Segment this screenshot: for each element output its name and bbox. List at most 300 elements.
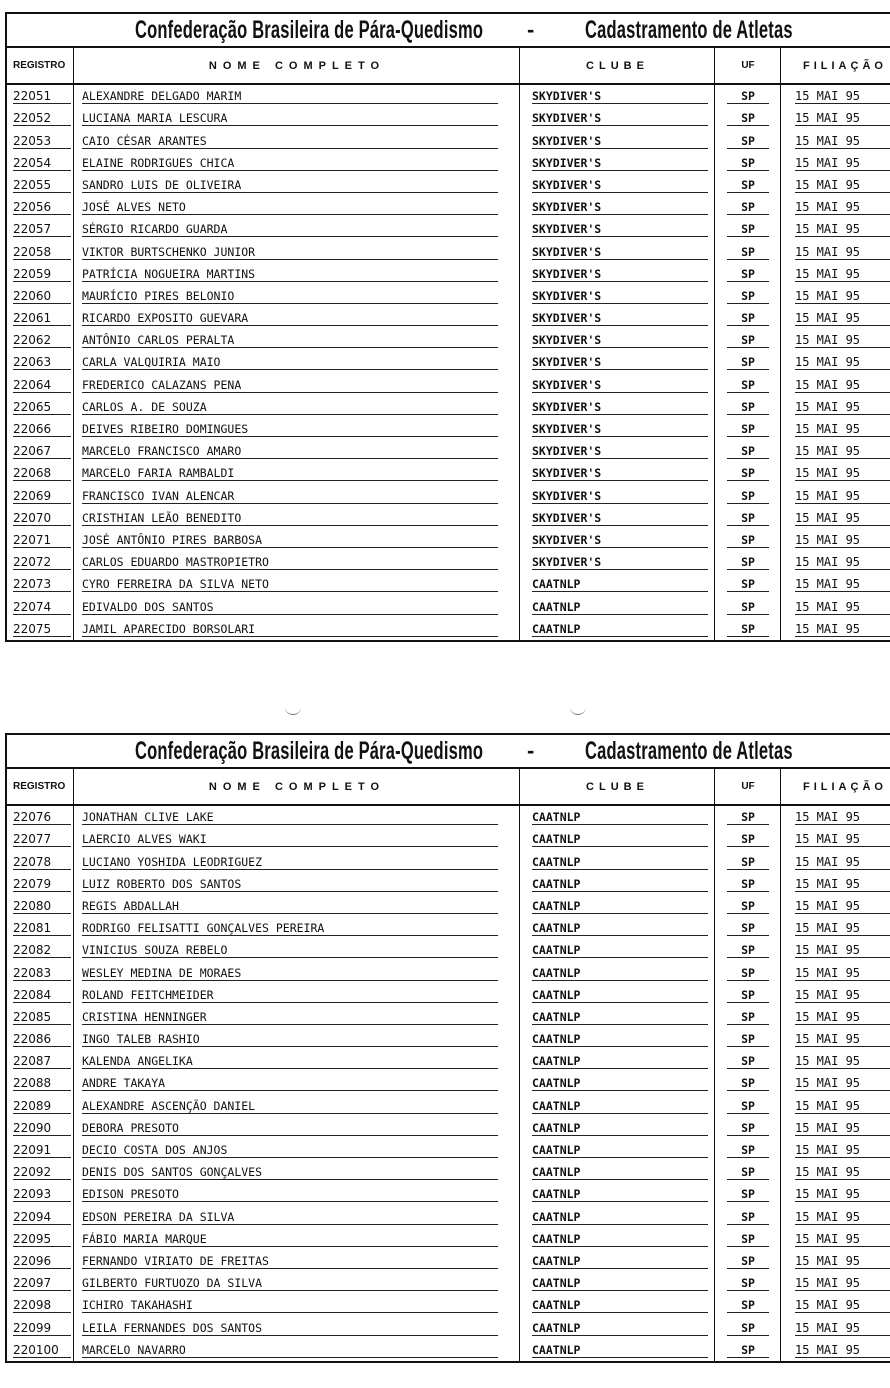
registro-value: 22093 [13, 1188, 71, 1202]
table-row [7, 984, 890, 1006]
cell-nome [73, 1139, 520, 1161]
title-separator: - [527, 738, 535, 763]
nome-value: EDIVALDO DOS SANTOS [82, 601, 498, 615]
cell-uf [714, 529, 781, 551]
table-row [7, 917, 890, 939]
cell-nome [73, 806, 520, 828]
clube-value: SKYDIVER'S [532, 490, 708, 504]
cell-clube [519, 484, 715, 506]
cell-registro [7, 85, 73, 107]
uf-value: SP [727, 556, 769, 570]
cell-nome [73, 529, 520, 551]
uf-value: SP [727, 578, 769, 592]
cell-nome [73, 152, 520, 174]
registro-value: 22066 [13, 423, 71, 437]
cell-registro [7, 240, 73, 262]
header-nome-completo: NOME COMPLETO [73, 769, 520, 804]
cell-clube [519, 551, 715, 573]
registro-value: 22051 [13, 90, 71, 104]
registro-value: 22082 [13, 944, 71, 958]
filiacao-value: 15 MAI 95 [795, 556, 890, 570]
clube-value: CAATNLP [532, 944, 708, 958]
clube-value: SKYDIVER'S [532, 179, 708, 193]
nome-value: DECIO COSTA DOS ANJOS [82, 1144, 498, 1158]
nome-value: MARCELO FARIA RAMBALDI [82, 467, 498, 481]
clube-value: CAATNLP [532, 1255, 708, 1269]
cell-filiacao [780, 329, 890, 351]
uf-value: SP [727, 356, 769, 370]
clube-value: CAATNLP [532, 989, 708, 1003]
nome-value: SANDRO LUIS DE OLIVEIRA [82, 179, 498, 193]
table-row [7, 1183, 890, 1205]
registro-value: 22067 [13, 445, 71, 459]
cell-nome [73, 440, 520, 462]
cell-filiacao [780, 895, 890, 917]
cell-nome [73, 484, 520, 506]
cell-registro [7, 984, 73, 1006]
clube-value: SKYDIVER'S [532, 423, 708, 437]
cell-clube [519, 507, 715, 529]
cell-uf [714, 806, 781, 828]
cell-uf [714, 939, 781, 961]
nome-value: PATRÍCIA NOGUEIRA MARTINS [82, 268, 498, 282]
cell-registro [7, 1006, 73, 1028]
registro-value: 22065 [13, 401, 71, 415]
uf-value: SP [727, 512, 769, 526]
cell-clube [519, 285, 715, 307]
clube-value: CAATNLP [532, 1322, 708, 1336]
cell-filiacao [780, 1161, 890, 1183]
filiacao-value: 15 MAI 95 [795, 490, 890, 504]
nome-value: VIKTOR BURTSCHENKO JUNIOR [82, 246, 498, 260]
cell-clube [519, 440, 715, 462]
registro-value: 22071 [13, 534, 71, 548]
uf-value: SP [727, 989, 769, 1003]
cell-nome [73, 240, 520, 262]
cell-clube [519, 1117, 715, 1139]
uf-value: SP [727, 379, 769, 393]
filiacao-value: 15 MAI 95 [795, 445, 890, 459]
filiacao-value: 15 MAI 95 [795, 135, 890, 149]
table-row [7, 850, 890, 872]
registro-value: 22098 [13, 1299, 71, 1313]
table-row [7, 1072, 890, 1094]
cell-filiacao [780, 1139, 890, 1161]
nome-value: LUIZ ROBERTO DOS SANTOS [82, 878, 498, 892]
nome-value: JONATHAN CLIVE LAKE [82, 811, 498, 825]
cell-clube [519, 895, 715, 917]
registro-value: 22095 [13, 1233, 71, 1247]
clube-value: CAATNLP [532, 878, 708, 892]
registro-value: 22079 [13, 878, 71, 892]
filiacao-value: 15 MAI 95 [795, 90, 890, 104]
cell-clube [519, 1028, 715, 1050]
registro-value: 22096 [13, 1255, 71, 1269]
nome-value: REGIS ABDALLAH [82, 900, 498, 914]
uf-value: SP [727, 246, 769, 260]
cell-registro [7, 828, 73, 850]
cell-nome [73, 507, 520, 529]
uf-value: SP [727, 401, 769, 415]
registro-value: 22060 [13, 290, 71, 304]
cell-clube [519, 196, 715, 218]
uf-value: SP [727, 1344, 769, 1358]
uf-value: SP [727, 1033, 769, 1047]
cell-clube [519, 1228, 715, 1250]
cell-registro [7, 373, 73, 395]
uf-value: SP [727, 179, 769, 193]
cell-clube [519, 418, 715, 440]
filiacao-value: 15 MAI 95 [795, 1322, 890, 1336]
nome-value: JAMIL APARECIDO BORSOLARI [82, 623, 498, 637]
filiacao-value: 15 MAI 95 [795, 856, 890, 870]
cell-nome [73, 107, 520, 129]
table-row [7, 129, 890, 151]
cell-clube [519, 828, 715, 850]
uf-value: SP [727, 290, 769, 304]
cell-filiacao [780, 107, 890, 129]
uf-value: SP [727, 878, 769, 892]
nome-value: LUCIANO YOSHIDA LEODRIGUEZ [82, 856, 498, 870]
clube-value: SKYDIVER'S [532, 445, 708, 459]
cell-registro [7, 1228, 73, 1250]
cell-uf [714, 1183, 781, 1205]
cell-registro [7, 939, 73, 961]
registro-value: 22052 [13, 112, 71, 126]
table-row [7, 1294, 890, 1316]
cell-registro [7, 1205, 73, 1227]
cell-clube [519, 152, 715, 174]
cell-uf [714, 984, 781, 1006]
cell-filiacao [780, 1072, 890, 1094]
registro-value: 22068 [13, 467, 71, 481]
filiacao-value: 15 MAI 95 [795, 179, 890, 193]
cell-registro [7, 850, 73, 872]
registro-value: 22059 [13, 268, 71, 282]
registro-value: 22084 [13, 989, 71, 1003]
header-registro: REGISTRO [13, 60, 66, 71]
uf-value: SP [727, 90, 769, 104]
nome-value: MARCELO NAVARRO [82, 1344, 498, 1358]
filiacao-value: 15 MAI 95 [795, 1188, 890, 1202]
table-row [7, 1316, 890, 1338]
clube-value: SKYDIVER'S [532, 90, 708, 104]
table-row [7, 396, 890, 418]
punch-hole-mark [570, 702, 586, 715]
cell-nome [73, 939, 520, 961]
clube-value: CAATNLP [532, 1122, 708, 1136]
nome-value: INGO TALEB RASHIO [82, 1033, 498, 1047]
clube-value: CAATNLP [532, 601, 708, 615]
table-row [7, 351, 890, 373]
registro-value: 22069 [13, 490, 71, 504]
uf-value: SP [727, 490, 769, 504]
clube-value: CAATNLP [532, 1033, 708, 1047]
cell-clube [519, 1161, 715, 1183]
cell-nome [73, 1006, 520, 1028]
filiacao-value: 15 MAI 95 [795, 1166, 890, 1180]
filiacao-value: 15 MAI 95 [795, 989, 890, 1003]
cell-filiacao [780, 218, 890, 240]
cell-uf [714, 329, 781, 351]
cell-filiacao [780, 573, 890, 595]
registro-value: 22054 [13, 157, 71, 171]
clube-value: SKYDIVER'S [532, 223, 708, 237]
cell-clube [519, 984, 715, 1006]
cell-filiacao [780, 152, 890, 174]
cell-registro [7, 440, 73, 462]
cell-clube [519, 1250, 715, 1272]
nome-value: ROLAND FEITCHMEIDER [82, 989, 498, 1003]
nome-value: LEILA FERNANDES DOS SANTOS [82, 1322, 498, 1336]
table-row [7, 595, 890, 617]
filiacao-value: 15 MAI 95 [795, 290, 890, 304]
confederation-title: Confederação Brasileira de Pára-Quedismo [135, 16, 484, 44]
nome-value: ALEXANDRE DELGADO MARIM [82, 90, 498, 104]
table-row [7, 373, 890, 395]
table-row [7, 1250, 890, 1272]
cell-clube [519, 174, 715, 196]
uf-value: SP [727, 334, 769, 348]
cell-clube [519, 806, 715, 828]
registro-value: 22055 [13, 179, 71, 193]
clube-value: SKYDIVER'S [532, 467, 708, 481]
clube-value: CAATNLP [532, 623, 708, 637]
table-row [7, 1139, 890, 1161]
registro-value: 22053 [13, 135, 71, 149]
cell-clube [519, 218, 715, 240]
filiacao-value: 15 MAI 95 [795, 223, 890, 237]
cell-clube [519, 1316, 715, 1338]
cell-filiacao [780, 873, 890, 895]
uf-value: SP [727, 1144, 769, 1158]
registration-sheet [5, 733, 890, 1363]
sheet-title-bar [7, 735, 890, 769]
cell-nome [73, 1028, 520, 1050]
table-row [7, 618, 890, 640]
clube-value: CAATNLP [532, 1211, 708, 1225]
registro-value: 22094 [13, 1211, 71, 1225]
registro-value: 22070 [13, 512, 71, 526]
clube-value: SKYDIVER'S [532, 356, 708, 370]
cell-nome [73, 1094, 520, 1116]
clube-value: CAATNLP [532, 1100, 708, 1114]
cell-registro [7, 529, 73, 551]
cell-registro [7, 418, 73, 440]
cell-filiacao [780, 418, 890, 440]
filiacao-value: 15 MAI 95 [795, 512, 890, 526]
nome-value: KALENDA ANGELIKA [82, 1055, 498, 1069]
header-nome-completo: NOME COMPLETO [73, 48, 520, 83]
cell-clube [519, 107, 715, 129]
clube-value: CAATNLP [532, 811, 708, 825]
uf-value: SP [727, 135, 769, 149]
cell-registro [7, 196, 73, 218]
filiacao-value: 15 MAI 95 [795, 1255, 890, 1269]
registro-value: 22081 [13, 922, 71, 936]
header-filiacao: FILIAÇÃO [780, 769, 890, 804]
cell-clube [519, 1139, 715, 1161]
cell-nome [73, 1272, 520, 1294]
clube-value: CAATNLP [532, 1277, 708, 1291]
uf-value: SP [727, 922, 769, 936]
clube-value: CAATNLP [532, 1166, 708, 1180]
cell-nome [73, 873, 520, 895]
cell-clube [519, 396, 715, 418]
clube-value: SKYDIVER'S [532, 246, 708, 260]
table-row [7, 551, 890, 573]
table-row [7, 1228, 890, 1250]
cell-filiacao [780, 850, 890, 872]
cell-registro [7, 1139, 73, 1161]
table-row [7, 806, 890, 828]
table-row [7, 961, 890, 983]
cell-nome [73, 573, 520, 595]
filiacao-value: 15 MAI 95 [795, 1233, 890, 1247]
uf-value: SP [727, 1077, 769, 1091]
registration-subtitle: Cadastramento de Atletas [585, 737, 793, 765]
nome-value: RODRIGO FELISATTI GONÇALVES PEREIRA [82, 922, 498, 936]
cell-clube [519, 129, 715, 151]
cell-uf [714, 152, 781, 174]
clube-value: SKYDIVER'S [532, 268, 708, 282]
cell-uf [714, 1339, 781, 1361]
cell-uf [714, 307, 781, 329]
filiacao-value: 15 MAI 95 [795, 112, 890, 126]
clube-value: CAATNLP [532, 922, 708, 936]
cell-registro [7, 573, 73, 595]
cell-uf [714, 873, 781, 895]
cell-filiacao [780, 961, 890, 983]
cell-registro [7, 396, 73, 418]
filiacao-value: 15 MAI 95 [795, 401, 890, 415]
cell-nome [73, 174, 520, 196]
cell-nome [73, 1205, 520, 1227]
registro-value: 22064 [13, 379, 71, 393]
confederation-title: Confederação Brasileira de Pára-Quedismo [135, 737, 484, 765]
cell-filiacao [780, 240, 890, 262]
cell-registro [7, 351, 73, 373]
header-clube: CLUBE [519, 769, 715, 804]
registro-value: 22073 [13, 578, 71, 592]
cell-uf [714, 351, 781, 373]
cell-nome [73, 1161, 520, 1183]
cell-filiacao [780, 551, 890, 573]
cell-uf [714, 1006, 781, 1028]
cell-registro [7, 1272, 73, 1294]
registro-value: 22074 [13, 601, 71, 615]
uf-value: SP [727, 1055, 769, 1069]
cell-uf [714, 895, 781, 917]
table-row [7, 329, 890, 351]
uf-value: SP [727, 1188, 769, 1202]
cell-registro [7, 462, 73, 484]
registro-value: 22090 [13, 1122, 71, 1136]
nome-value: JOSÉ ALVES NETO [82, 201, 498, 215]
uf-value: SP [727, 201, 769, 215]
clube-value: SKYDIVER'S [532, 334, 708, 348]
cell-filiacao [780, 1339, 890, 1361]
cell-uf [714, 1294, 781, 1316]
cell-uf [714, 917, 781, 939]
clube-value: SKYDIVER'S [532, 556, 708, 570]
cell-uf [714, 595, 781, 617]
nome-value: ANDRE TAKAYA [82, 1077, 498, 1091]
cell-registro [7, 307, 73, 329]
uf-value: SP [727, 944, 769, 958]
clube-value: CAATNLP [532, 856, 708, 870]
filiacao-value: 15 MAI 95 [795, 922, 890, 936]
cell-nome [73, 1250, 520, 1272]
clube-value: SKYDIVER'S [532, 290, 708, 304]
header-filiacao: FILIAÇÃO [780, 48, 890, 83]
filiacao-value: 15 MAI 95 [795, 423, 890, 437]
filiacao-value: 15 MAI 95 [795, 1344, 890, 1358]
filiacao-value: 15 MAI 95 [795, 268, 890, 282]
cell-clube [519, 263, 715, 285]
filiacao-value: 15 MAI 95 [795, 1122, 890, 1136]
registro-value: 220100 [13, 1344, 71, 1358]
nome-value: FREDERICO CALAZANS PENA [82, 379, 498, 393]
cell-filiacao [780, 440, 890, 462]
cell-nome [73, 373, 520, 395]
table-row [7, 573, 890, 595]
cell-registro [7, 263, 73, 285]
clube-value: CAATNLP [532, 1344, 708, 1358]
uf-value: SP [727, 1211, 769, 1225]
registro-value: 22086 [13, 1033, 71, 1047]
registro-value: 22078 [13, 856, 71, 870]
cell-registro [7, 484, 73, 506]
uf-value: SP [727, 445, 769, 459]
uf-value: SP [727, 1277, 769, 1291]
clube-value: SKYDIVER'S [532, 312, 708, 326]
filiacao-value: 15 MAI 95 [795, 1011, 890, 1025]
cell-nome [73, 196, 520, 218]
cell-filiacao [780, 196, 890, 218]
cell-clube [519, 1294, 715, 1316]
table-row [7, 1205, 890, 1227]
cell-filiacao [780, 174, 890, 196]
clube-value: SKYDIVER'S [532, 401, 708, 415]
cell-clube [519, 1050, 715, 1072]
filiacao-value: 15 MAI 95 [795, 1211, 890, 1225]
clube-value: CAATNLP [532, 1011, 708, 1025]
cell-nome [73, 917, 520, 939]
cell-clube [519, 1094, 715, 1116]
cell-nome [73, 418, 520, 440]
cell-filiacao [780, 129, 890, 151]
clube-value: CAATNLP [532, 1188, 708, 1202]
registro-value: 22063 [13, 356, 71, 370]
registro-value: 22076 [13, 811, 71, 825]
cell-uf [714, 85, 781, 107]
cell-uf [714, 1250, 781, 1272]
table-row [7, 895, 890, 917]
cell-filiacao [780, 1006, 890, 1028]
cell-uf [714, 507, 781, 529]
nome-value: SÉRGIO RICARDO GUARDA [82, 223, 498, 237]
table-row [7, 1050, 890, 1072]
cell-registro [7, 1028, 73, 1050]
clube-value: CAATNLP [532, 1077, 708, 1091]
cell-registro [7, 895, 73, 917]
registration-subtitle: Cadastramento de Atletas [585, 16, 793, 44]
nome-value: LUCIANA MARIA LESCURA [82, 112, 498, 126]
filiacao-value: 15 MAI 95 [795, 944, 890, 958]
registro-value: 22088 [13, 1077, 71, 1091]
cell-filiacao [780, 618, 890, 640]
